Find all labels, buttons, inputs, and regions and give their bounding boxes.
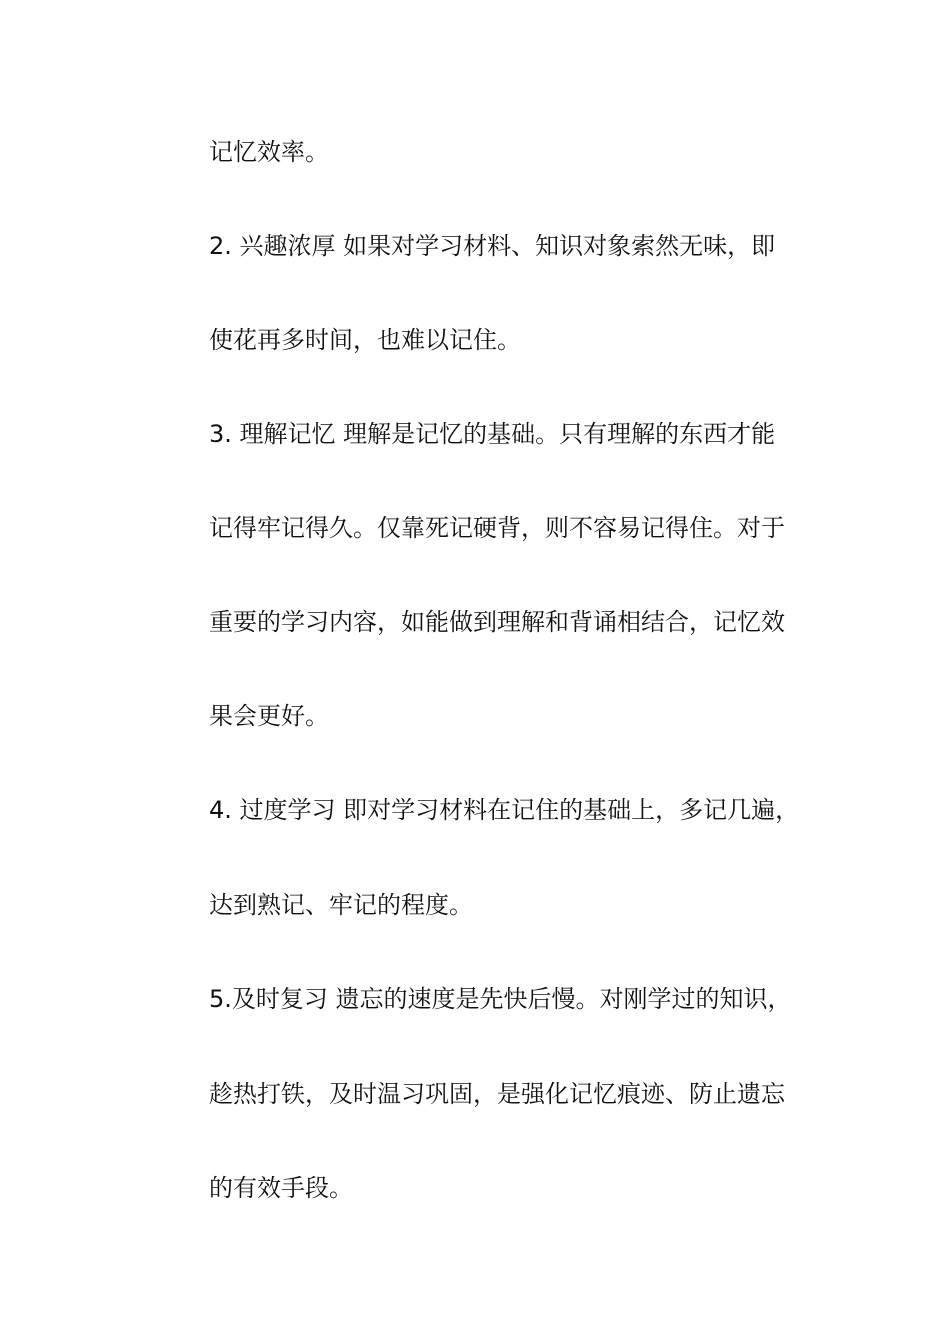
text-line-9: 达到熟记、牢记的程度。 bbox=[209, 891, 473, 919]
text-line-1: 记忆效率。 bbox=[209, 138, 329, 166]
text-line-5: 记得牢记得久。仅靠死记硬背，则不容易记得住。对于 bbox=[209, 514, 785, 542]
text-line-7: 果会更好。 bbox=[209, 702, 329, 730]
text-line-12: 的有效手段。 bbox=[209, 1174, 353, 1202]
text-line-4: 3. 理解记忆 理解是记忆的基础。只有理解的东西才能 bbox=[209, 420, 776, 448]
text-line-10: 5.及时复习 遗忘的速度是先快后慢。对刚学过的知识， bbox=[209, 985, 792, 1013]
text-line-8: 4. 过度学习 即对学习材料在记住的基础上，多记几遍， bbox=[209, 796, 800, 824]
text-line-2: 2. 兴趣浓厚 如果对学习材料、知识对象索然无味，即 bbox=[209, 232, 776, 260]
text-line-3: 使花再多时间，也难以记住。 bbox=[209, 326, 521, 354]
text-line-6: 重要的学习内容，如能做到理解和背诵相结合，记忆效 bbox=[209, 608, 785, 636]
text-line-11: 趁热打铁，及时温习巩固，是强化记忆痕迹、防止遗忘 bbox=[209, 1080, 785, 1108]
